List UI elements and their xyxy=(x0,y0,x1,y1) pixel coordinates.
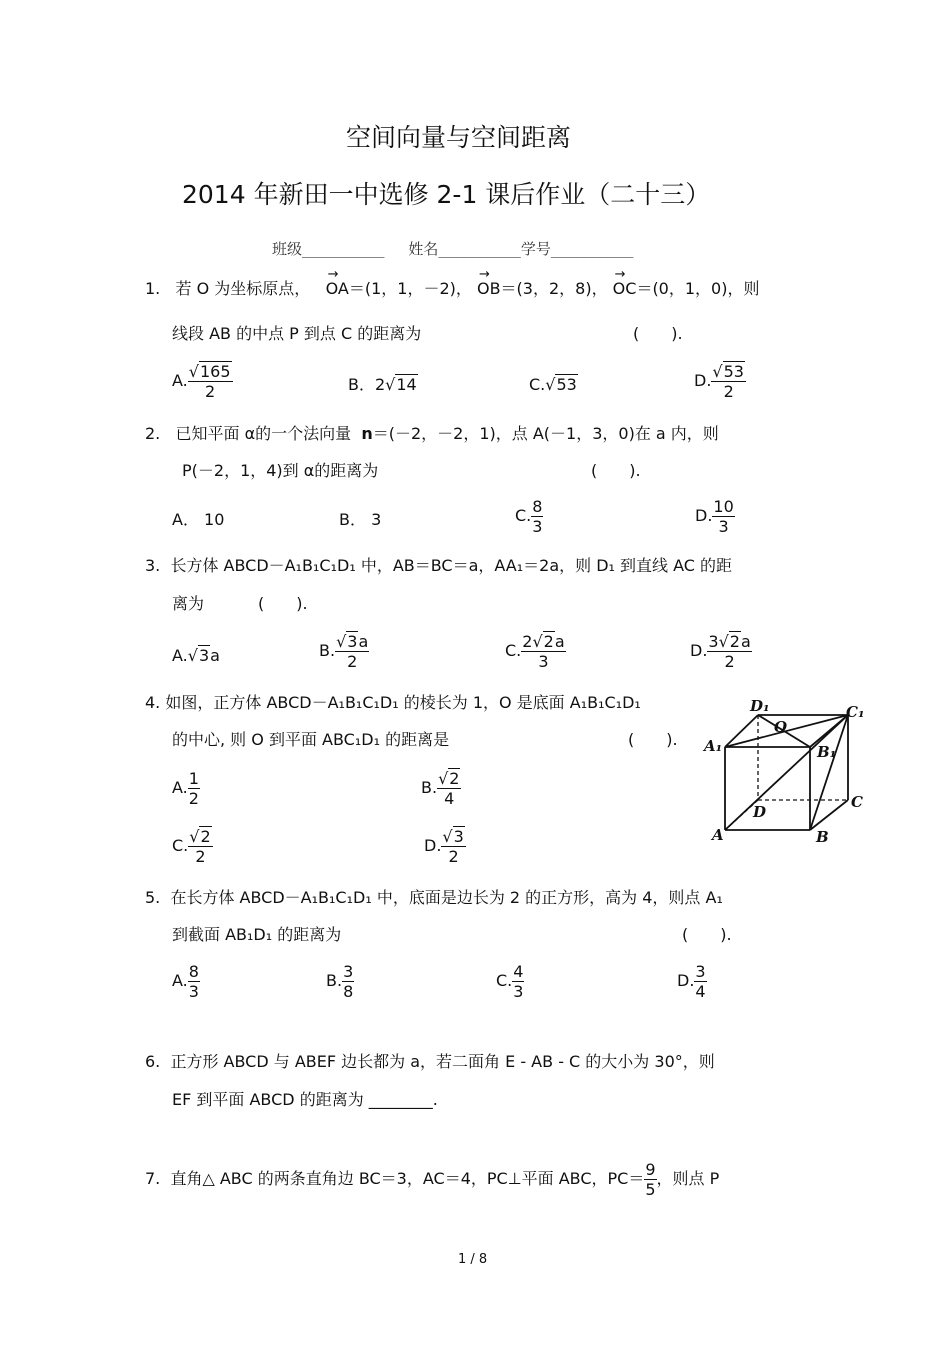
question-number: 7. xyxy=(145,1169,161,1188)
label-C1: C₁ xyxy=(846,703,865,721)
option-label: C. xyxy=(172,836,189,855)
vector-oc-value: ＝(0，1，0)，则 xyxy=(636,279,760,298)
option-label: A. xyxy=(172,646,188,665)
question-text: ，则点 P xyxy=(656,1169,720,1188)
option-b: B. $\frac{√2}{4}$ xyxy=(421,769,460,808)
option-label: B. xyxy=(319,641,336,660)
option-a: A． 10 xyxy=(172,510,225,529)
option-b: B. $\frac{√3a}{2}$ xyxy=(319,632,369,671)
option-c xyxy=(515,497,543,536)
question-5-line2: 到截面 AB₁D₁ 的距离为 xyxy=(172,925,342,944)
option-label: D. xyxy=(424,836,442,855)
option-b: B． 3 xyxy=(339,510,382,529)
denominator: 4 xyxy=(444,789,455,808)
variable: a xyxy=(210,646,220,665)
class-blank: ___________ xyxy=(302,240,385,258)
option-d xyxy=(677,962,707,1001)
id-blank: ___________ xyxy=(550,240,634,258)
vector-oc: → OC xyxy=(613,279,637,299)
denominator: 5 xyxy=(645,1180,656,1199)
question-number: 1. xyxy=(145,279,161,298)
student-info xyxy=(272,238,633,259)
radicand: 3 xyxy=(453,827,464,846)
question-2-line2: P(－2，1，4)到 α的距离为 xyxy=(182,461,379,480)
denominator: 3 xyxy=(513,982,524,1001)
option-label: B. xyxy=(326,971,343,990)
cube-figure xyxy=(700,695,875,850)
label-C: C xyxy=(851,793,863,811)
answer-paren: ( ). xyxy=(633,324,683,343)
label-A1: A₁ xyxy=(704,737,723,755)
option-label: C. xyxy=(505,641,522,660)
option-a xyxy=(172,962,200,1001)
question-5-line1 xyxy=(145,888,723,908)
vector-ob-value: ＝(3，2，8)， xyxy=(500,279,608,298)
denominator: 8 xyxy=(343,982,354,1001)
coefficient: 3 xyxy=(708,632,719,651)
question-text: 已知平面 α的一个法向量 xyxy=(175,424,352,443)
answer-paren: ( ). xyxy=(628,730,678,749)
radicand: 2 xyxy=(200,827,211,846)
name-label: 姓名 xyxy=(408,240,439,258)
numerator: 10 xyxy=(713,497,734,516)
option-c: C. $\frac{√2}{2}$ xyxy=(172,827,211,866)
answer-paren: ( ). xyxy=(258,594,308,613)
option-c xyxy=(496,962,524,1001)
answer-paren: ( ). xyxy=(682,925,732,944)
denominator: 3 xyxy=(718,517,729,536)
label-B: B xyxy=(816,828,829,846)
radicand: 53 xyxy=(723,362,744,381)
numerator: 8 xyxy=(532,497,543,516)
radicand: 165 xyxy=(199,362,231,381)
option-b: B．2√14 xyxy=(348,375,417,394)
denominator: 2 xyxy=(724,652,735,671)
option-d: D. $\frac{3√2a}{2}$ xyxy=(690,632,751,671)
option-a: A. $\frac{√165}{2}$ xyxy=(172,362,231,401)
denominator: 2 xyxy=(347,652,358,671)
option-c: C.√53 xyxy=(529,375,577,394)
question-6-line2: EF 到平面 ABCD 的距离为 ________. xyxy=(172,1090,438,1109)
question-7-line1 xyxy=(145,1160,719,1199)
radicand: 2 xyxy=(449,769,460,788)
option-label: A. xyxy=(172,371,188,390)
numerator: 3 xyxy=(343,962,354,981)
question-1-line1 xyxy=(145,279,759,299)
vector-ob: → OB xyxy=(477,279,501,299)
vector-oa: → OA xyxy=(326,279,349,299)
option-label: D. xyxy=(694,371,712,390)
question-text: 若 O 为坐标原点， xyxy=(175,279,311,298)
denominator: 2 xyxy=(195,847,206,866)
name-blank: ___________ xyxy=(438,240,521,258)
answer-paren: ( ). xyxy=(591,461,641,480)
denominator: 2 xyxy=(188,789,199,808)
question-3-line1 xyxy=(145,556,732,576)
option-label: C. xyxy=(515,506,532,525)
question-2-line1 xyxy=(145,424,719,444)
question-text: 直角△ ABC 的两条直角边 BC＝3，AC＝4，PC⊥平面 ABC，PC＝ xyxy=(170,1169,645,1188)
denominator: 3 xyxy=(188,982,199,1001)
normal-vector-n: n xyxy=(361,424,373,443)
denominator: 4 xyxy=(695,982,706,1001)
question-4-line2: 的中心, 则 O 到平面 ABC₁D₁ 的距离是 xyxy=(172,730,450,749)
question-number: 3. xyxy=(145,556,161,575)
option-c: C. $\frac{2√2a}{3}$ xyxy=(505,632,565,671)
question-text: 如图，正方体 ABCD－A₁B₁C₁D₁ 的棱长为 1，O 是底面 A₁B₁C₁D₁ xyxy=(165,693,641,712)
question-6-line1 xyxy=(145,1052,715,1072)
variable: a xyxy=(358,632,369,651)
option-b xyxy=(326,962,354,1001)
option-label: B．2 xyxy=(348,375,386,394)
class-label: 班级 xyxy=(272,240,303,258)
question-4-line1 xyxy=(145,693,641,713)
label-D: D xyxy=(753,803,767,821)
question-text: 在长方体 ABCD－A₁B₁C₁D₁ 中，底面是边长为 2 的正方形，高为 4，则点 A₁ xyxy=(170,888,723,907)
option-a xyxy=(172,769,200,808)
numerator: 4 xyxy=(513,962,524,981)
question-1-line2: 线段 AB 的中点 P 到点 C 的距离为 xyxy=(172,324,422,343)
question-text: 正方形 ABCD 与 ABEF 边长都为 a，若二面角 E - AB - C 的大小为 30°，则 xyxy=(170,1052,715,1071)
question-number: 5. xyxy=(145,888,161,907)
option-label: C. xyxy=(496,971,513,990)
page-number: 1 / 8 xyxy=(458,1252,488,1267)
question-text: ＝(－2，－2，1)，点 A(－1，3，0)在 a 内，则 xyxy=(372,424,719,443)
option-d xyxy=(695,497,735,536)
variable: a xyxy=(554,632,565,651)
question-text: 长方体 ABCD－A₁B₁C₁D₁ 中，AB＝BC＝a，AA₁＝2a，则 D₁ 到直线 AC 的距 xyxy=(170,556,733,575)
variable: a xyxy=(740,632,751,651)
option-d: D. $\frac{√3}{2}$ xyxy=(424,827,464,866)
page-title: 空间向量与空间距离 xyxy=(346,123,572,152)
radicand: 14 xyxy=(396,375,417,394)
option-label: C. xyxy=(529,375,546,394)
numerator: 3 xyxy=(695,962,706,981)
numerator: 8 xyxy=(188,962,199,981)
label-O: O xyxy=(774,718,788,736)
page-subtitle: 2014 年新田一中选修 2-1 课后作业（二十三） xyxy=(182,180,711,209)
label-D1: D₁ xyxy=(750,697,770,715)
denominator: 3 xyxy=(538,652,549,671)
radicand: 53 xyxy=(556,375,577,394)
radicand: 2 xyxy=(729,632,740,651)
option-label: A. xyxy=(172,778,188,797)
denominator: 2 xyxy=(205,382,216,401)
option-d: D. $\frac{√53}{2}$ xyxy=(694,362,744,401)
radicand: 2 xyxy=(543,632,554,651)
option-label: D. xyxy=(677,971,695,990)
vector-oa-value: ＝(1，1，－2)， xyxy=(348,279,472,298)
option-a: A.√3a xyxy=(172,646,220,665)
numerator: 9 xyxy=(645,1160,656,1179)
question-3-line2: 离为 xyxy=(172,594,205,613)
question-number: 6. xyxy=(145,1052,161,1071)
denominator: 3 xyxy=(532,517,543,536)
option-label: A. xyxy=(172,971,188,990)
question-number: 2. xyxy=(145,424,161,443)
label-B1: B₁ xyxy=(817,743,837,761)
option-label: D. xyxy=(690,641,708,660)
radicand: 3 xyxy=(198,646,210,665)
option-label: B. xyxy=(421,778,438,797)
option-label: D. xyxy=(695,506,713,525)
radicand: 3 xyxy=(347,632,358,651)
denominator: 2 xyxy=(448,847,459,866)
denominator: 2 xyxy=(723,382,734,401)
label-A: A xyxy=(712,826,724,844)
numerator: 1 xyxy=(188,769,199,788)
coefficient: 2 xyxy=(522,632,533,651)
question-number: 4. xyxy=(145,693,161,712)
id-label: 学号 xyxy=(520,240,551,258)
